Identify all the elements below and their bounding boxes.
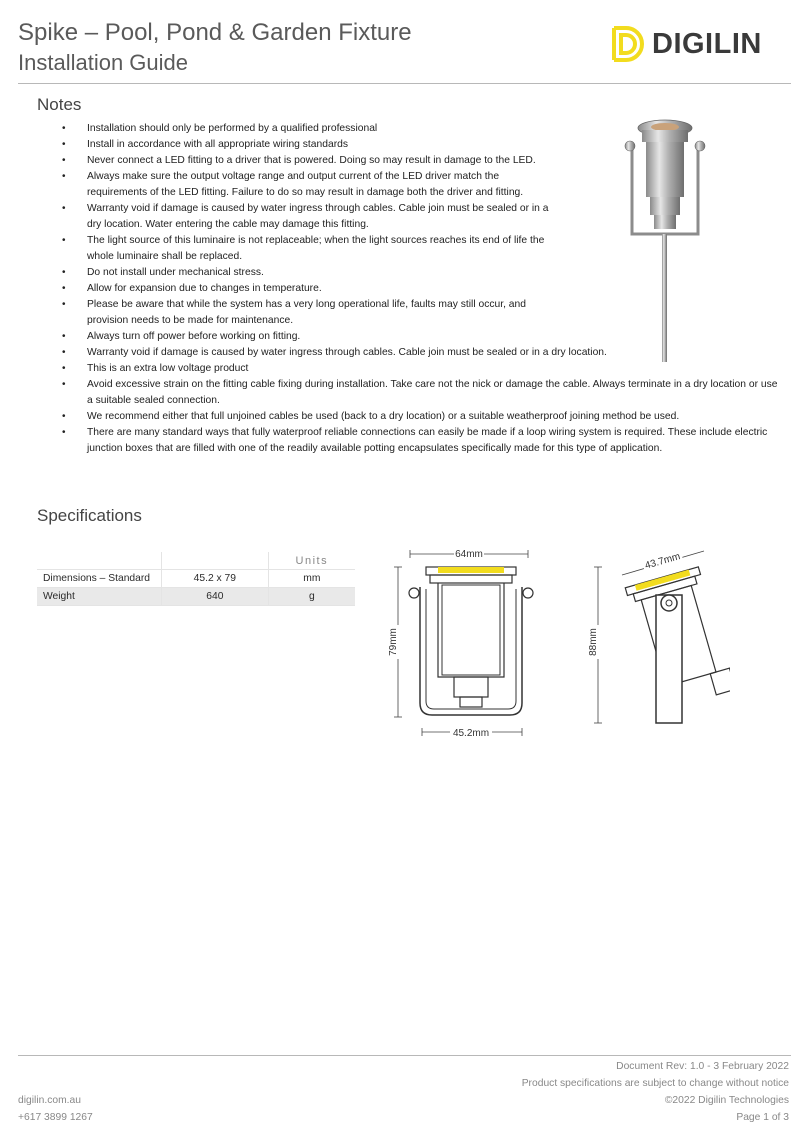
specifications-table xyxy=(37,552,355,606)
spec-value: 640 xyxy=(162,588,269,606)
list-item: • Installation should only be performed by a qualified professional xyxy=(60,121,557,137)
document-subtitle: Installation Guide xyxy=(18,50,188,75)
list-item: • We recommend either that full unjoined cables be used (back to a dry location) or a suitable weatherproof joining method be used. xyxy=(60,409,780,425)
side-dimension-drawing xyxy=(580,545,730,735)
list-item: • Install in accordance with all appropriate wiring standards xyxy=(60,137,557,153)
spec-unit: mm xyxy=(268,570,355,588)
list-item: • Do not install under mechanical stress. xyxy=(60,265,557,281)
logo-wordmark: DIGILIN xyxy=(652,27,762,60)
notes-heading: Notes xyxy=(37,95,82,114)
product-photo xyxy=(610,116,720,366)
list-item: • Always turn off power before working on fitting. xyxy=(60,329,557,345)
list-item: • Avoid excessive strain on the fitting cable fixing during installation. Take care not the nick or damage the cable. Always terminate in a dry location or use a suitable sealed connection. xyxy=(60,377,780,409)
front-height-label: 79mm xyxy=(388,628,399,656)
list-item: • Always make sure the output voltage range and output current of the LED driver match the requirements of the LED fitting. Failure to do so may result in damage both the driver and fitting. xyxy=(60,169,557,201)
list-item: • Allow for expansion due to changes in temperature. xyxy=(60,281,557,297)
list-item: • The light source of this luminaire is not replaceable; when the light sources reaches its end of life the whole luminaire shall be replaced. xyxy=(60,233,557,265)
list-item: • Never connect a LED fitting to a driver that is powered. Doing so may result in damage to the LED. xyxy=(60,153,780,169)
list-item: • Warranty void if damage is caused by water ingress through cables. Cable join must be sealed or in a dry location. xyxy=(60,345,780,361)
page-number: Page 1 of 3 xyxy=(736,1112,789,1123)
document-revision: Document Rev: 1.0 - 3 February 2022 xyxy=(616,1061,789,1072)
digilin-logo-icon xyxy=(610,24,646,64)
spec-label: Weight xyxy=(37,588,162,606)
footer-divider xyxy=(18,1055,791,1056)
table-header-units: Units xyxy=(268,552,355,570)
list-item: • There are many standard ways that fully waterproof reliable connections can easily be made if a loop wiring system is required. These include electric junction boxes that are filled with one of the readily available potting encapsulates specifically made for this type of application. xyxy=(60,425,780,457)
table-header-row xyxy=(37,552,355,570)
front-bottom-width-label: 45.2mm xyxy=(452,728,490,739)
header-divider xyxy=(18,83,791,84)
table-row xyxy=(37,588,355,606)
table-header-cell xyxy=(37,552,162,570)
phone-number: +617 3899 1267 xyxy=(18,1112,93,1123)
list-item: • Please be aware that while the system has a very long operational life, faults may still occur, and provision needs to be made for maintenance. xyxy=(60,297,557,329)
spec-label: Dimensions – Standard xyxy=(37,570,162,588)
digilin-logo xyxy=(610,22,790,66)
table-row xyxy=(37,570,355,588)
front-dimension-drawing xyxy=(380,545,540,745)
spec-unit: g xyxy=(268,588,355,606)
disclaimer: Product specifications are subject to change without notice xyxy=(521,1078,789,1089)
list-item: • Warranty void if damage is caused by water ingress through cables. Cable join must be sealed or in a dry location. Water entering the cable may damage this fitting. xyxy=(60,201,557,233)
front-top-width-label: 64mm xyxy=(455,549,483,560)
copyright: ©2022 Digilin Technologies xyxy=(664,1095,789,1106)
specifications-heading: Specifications xyxy=(37,506,142,525)
spec-value: 45.2 x 79 xyxy=(162,570,269,588)
side-height-label: 88mm xyxy=(588,628,599,656)
table-header-cell xyxy=(162,552,269,570)
website-link[interactable]: digilin.com.au xyxy=(18,1095,81,1106)
document-title: Spike – Pool, Pond & Garden Fixture xyxy=(18,19,412,46)
list-item: • This is an extra low voltage product xyxy=(60,361,780,377)
side-top-width-label: 43.7mm xyxy=(643,551,682,572)
